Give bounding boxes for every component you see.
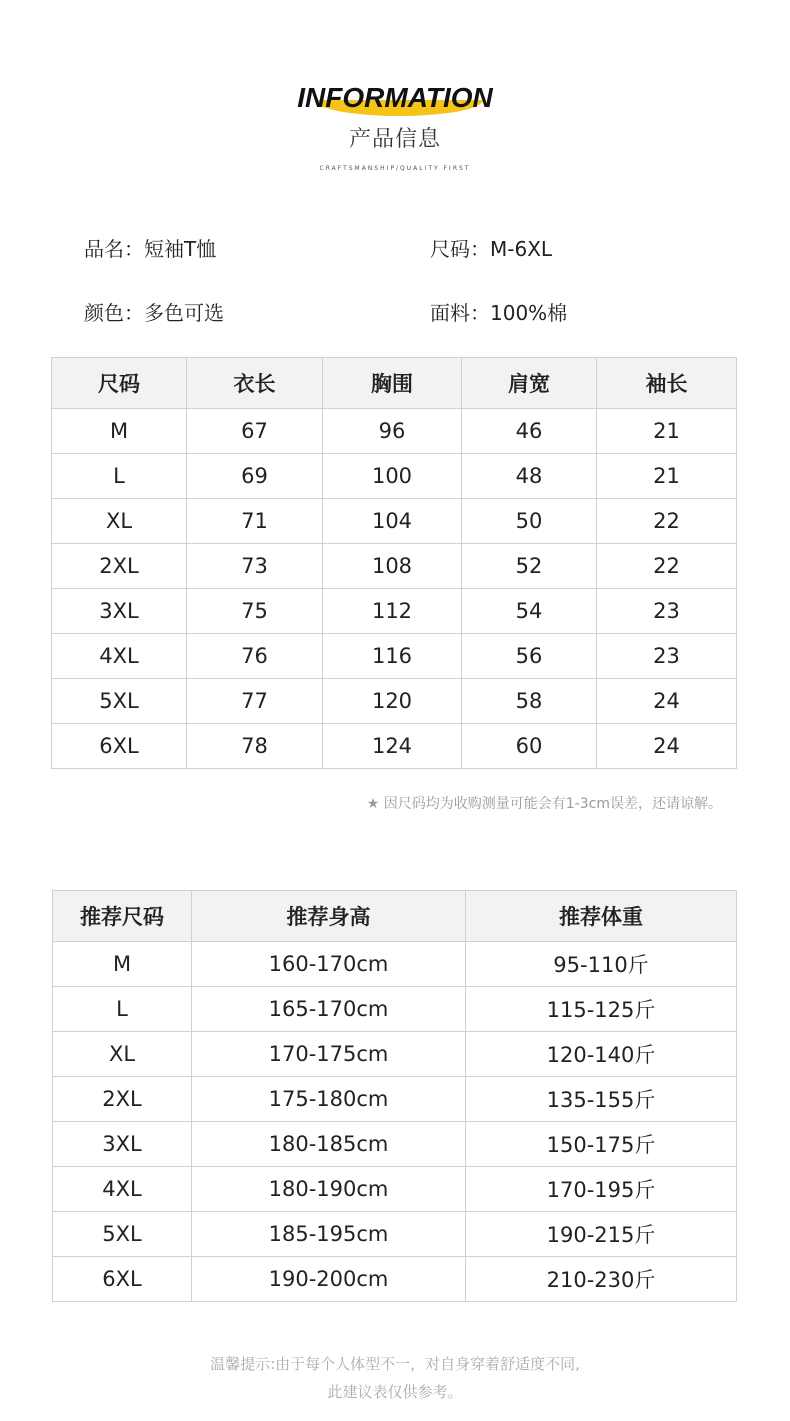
size-table-header-cell: 衣长	[187, 358, 323, 409]
size-table-cell: 48	[462, 454, 597, 499]
recommend-table-cell: 190-215斤	[466, 1212, 737, 1257]
size-table-cell: 21	[597, 409, 737, 454]
size-table-cell: 22	[597, 499, 737, 544]
size-table-cell: 60	[462, 724, 597, 769]
info-color: 颜色：多色可选	[84, 301, 224, 325]
recommend-table-cell: 150-175斤	[466, 1122, 737, 1167]
recommend-table-cell: 170-175cm	[192, 1032, 466, 1077]
size-table	[51, 357, 737, 769]
size-table-cell: 58	[462, 679, 597, 724]
recommend-table-cell: L	[53, 987, 192, 1032]
size-table-cell: 3XL	[52, 589, 187, 634]
size-table-cell: 124	[323, 724, 462, 769]
recommend-table-row	[53, 1212, 737, 1257]
page-title: 产品信息	[348, 127, 441, 152]
recommend-table-cell: 95-110斤	[466, 942, 737, 987]
size-table-cell: 4XL	[52, 634, 187, 679]
recommend-table-header-cell: 推荐身高	[192, 891, 466, 942]
brand-logo	[297, 78, 492, 118]
size-table-row	[52, 544, 737, 589]
size-table-cell: 21	[597, 454, 737, 499]
recommend-table-cell: 4XL	[53, 1167, 192, 1212]
size-table-row	[52, 589, 737, 634]
header	[0, 78, 790, 172]
size-table-cell: 2XL	[52, 544, 187, 589]
tagline: CRAFTSMANSHIP/QUALITY FIRST	[319, 165, 471, 172]
size-table-row	[52, 634, 737, 679]
recommend-table-row	[53, 987, 737, 1032]
info-size: 尺码：M-6XL	[430, 237, 553, 261]
size-table-cell: 69	[187, 454, 323, 499]
recommend-table-row	[53, 1167, 737, 1212]
brand-title: INFORMATION	[297, 82, 493, 113]
size-table-cell: 24	[597, 724, 737, 769]
size-table-header-cell: 尺码	[52, 358, 187, 409]
tip-line-1: 温馨提示:由于每个人体型不一，对自身穿着舒适度不同,	[210, 1355, 580, 1373]
size-table-cell: 52	[462, 544, 597, 589]
size-table-cell: 5XL	[52, 679, 187, 724]
recommend-table-cell: 190-200cm	[192, 1257, 466, 1302]
size-table-header-cell: 肩宽	[462, 358, 597, 409]
tip	[0, 1350, 790, 1406]
recommend-table-row	[53, 1077, 737, 1122]
measurement-note: ★ 因尺码均为收购测量可能会有1-3cm误差，还请谅解。	[366, 796, 722, 812]
size-table-row	[52, 499, 737, 544]
size-table-cell: 116	[323, 634, 462, 679]
recommend-table-cell: 3XL	[53, 1122, 192, 1167]
size-table-cell: 104	[323, 499, 462, 544]
size-table-row	[52, 454, 737, 499]
recommend-table-cell: 5XL	[53, 1212, 192, 1257]
size-table-cell: 22	[597, 544, 737, 589]
info-fabric: 面料：100%棉	[430, 301, 568, 325]
size-table-cell: 96	[323, 409, 462, 454]
size-table-header-cell: 胸围	[323, 358, 462, 409]
size-table-header-cell: 袖长	[597, 358, 737, 409]
size-table-cell: 46	[462, 409, 597, 454]
size-table-cell: 77	[187, 679, 323, 724]
size-table-cell: M	[52, 409, 187, 454]
recommend-table-cell: XL	[53, 1032, 192, 1077]
recommend-table-row	[53, 1122, 737, 1167]
size-table-row	[52, 679, 737, 724]
size-table-cell: 75	[187, 589, 323, 634]
recommend-table-cell: 180-185cm	[192, 1122, 466, 1167]
recommend-table-cell: 170-195斤	[466, 1167, 737, 1212]
recommend-table-header-cell: 推荐体重	[466, 891, 737, 942]
recommend-table-cell: 185-195cm	[192, 1212, 466, 1257]
recommend-table-cell: 115-125斤	[466, 987, 737, 1032]
recommend-table-row	[53, 1257, 737, 1302]
size-table-cell: 120	[323, 679, 462, 724]
recommend-table-cell: 135-155斤	[466, 1077, 737, 1122]
recommend-table-cell: 120-140斤	[466, 1032, 737, 1077]
size-table-cell: 73	[187, 544, 323, 589]
size-table-row	[52, 724, 737, 769]
size-table-cell: 54	[462, 589, 597, 634]
size-table-header	[52, 358, 737, 409]
size-table-cell: 78	[187, 724, 323, 769]
recommend-table	[52, 890, 737, 1302]
size-table-cell: 23	[597, 634, 737, 679]
size-table-cell: XL	[52, 499, 187, 544]
recommend-table-header	[53, 891, 737, 942]
recommend-table-cell: 2XL	[53, 1077, 192, 1122]
size-table-cell: 56	[462, 634, 597, 679]
info-name: 品名：短袖T恤	[84, 237, 217, 261]
size-table-cell: 6XL	[52, 724, 187, 769]
recommend-table-cell: 175-180cm	[192, 1077, 466, 1122]
recommend-table-cell: 210-230斤	[466, 1257, 737, 1302]
size-table-cell: L	[52, 454, 187, 499]
size-table-cell: 24	[597, 679, 737, 724]
size-table-cell: 100	[323, 454, 462, 499]
tip-line-2: 此建议表仅供参考。	[327, 1383, 463, 1401]
size-table-row	[52, 409, 737, 454]
recommend-table-cell: M	[53, 942, 192, 987]
recommend-table-row	[53, 942, 737, 987]
recommend-table-cell: 160-170cm	[192, 942, 466, 987]
size-table-cell: 108	[323, 544, 462, 589]
size-table-cell: 76	[187, 634, 323, 679]
recommend-table-cell: 6XL	[53, 1257, 192, 1302]
size-table-cell: 71	[187, 499, 323, 544]
recommend-table-header-cell: 推荐尺码	[53, 891, 192, 942]
size-table-cell: 112	[323, 589, 462, 634]
recommend-table-row	[53, 1032, 737, 1077]
size-table-cell: 50	[462, 499, 597, 544]
recommend-table-cell: 180-190cm	[192, 1167, 466, 1212]
size-table-cell: 23	[597, 589, 737, 634]
recommend-table-cell: 165-170cm	[192, 987, 466, 1032]
size-table-cell: 67	[187, 409, 323, 454]
